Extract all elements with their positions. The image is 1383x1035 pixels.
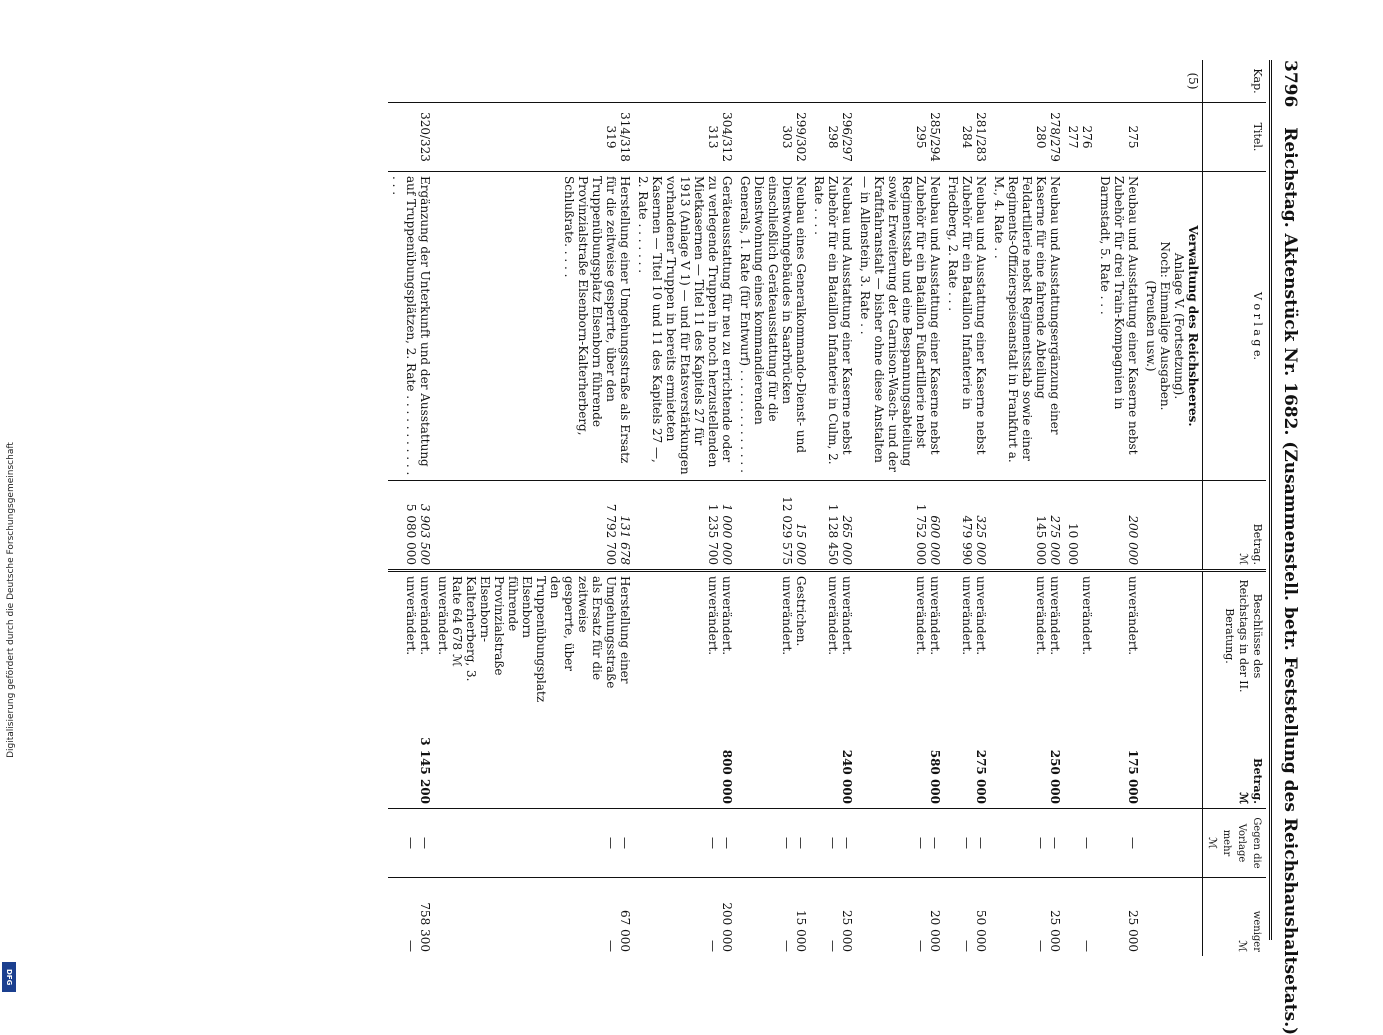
mehr-cell-line: —	[720, 837, 734, 849]
kap-cell	[1096, 60, 1142, 103]
titel-cell	[736, 103, 810, 172]
mehr-cell-line: —	[794, 837, 808, 849]
betrag-value: 7 792 700	[604, 503, 618, 565]
titel-cell-line: 296/297	[840, 112, 854, 162]
titel-cell	[990, 103, 1064, 172]
beschluss-cell-line: unverändert.	[1080, 576, 1094, 656]
col-beschl-betrag-header	[1203, 700, 1267, 809]
vorlage-cell	[434, 172, 634, 481]
betrag-cell	[810, 481, 856, 571]
mehr-cell-line: —	[1126, 837, 1140, 849]
col-mehr-label: mehr	[1221, 829, 1232, 857]
table-row	[1096, 60, 1142, 956]
col-weniger-header	[1203, 878, 1267, 957]
betrag-value: 1 235 700	[706, 503, 720, 565]
mehr-cell-line: —	[706, 837, 720, 849]
vorlage-cell-line: Neubau und Ausstattung einer Kaserne nebst Zubehör für ein Bataillon Fußartillerie nebst Regimentsstab und eine Bespannungsabteilung sowie Erweiterung der Garnison-Wasch- und der Kraftfahranstalt — bisher ohne diese Anstalten — in Allenstein, 3. Rate . .	[858, 176, 942, 473]
col-vorlage-header: V o r l a g e.	[1203, 172, 1267, 481]
table-body	[388, 60, 1203, 956]
beschluss-cell	[856, 571, 944, 701]
kap-cell	[810, 60, 856, 103]
titel-cell-line: 303	[780, 125, 794, 149]
betrag-cell	[388, 481, 434, 571]
titel-cell-line: 285/294	[928, 112, 942, 162]
mehr-cell	[434, 809, 634, 878]
beschluss-cell-line: unverändert.	[1126, 576, 1140, 656]
titel-cell-line: 275	[1126, 125, 1140, 149]
beschluss-cell-line: unverändert.	[928, 576, 942, 656]
betrag-value: 275 000	[1048, 515, 1062, 565]
col-beschl-betrag-label: Betrag.	[1251, 758, 1264, 804]
mehr-cell-line: —	[1080, 837, 1094, 849]
titel-cell-line: 276	[1080, 125, 1094, 149]
table-row	[1064, 60, 1096, 956]
beschluss-cell-line: Gestrichen.	[794, 576, 808, 647]
beschluss-cell	[810, 571, 856, 701]
beschluss-betrag-cell-line: 240 000	[840, 749, 854, 804]
kap-cell	[1064, 60, 1096, 103]
header-rule	[1269, 60, 1272, 940]
table-row	[990, 60, 1064, 956]
mehr-cell	[1064, 809, 1096, 878]
table-row	[810, 60, 856, 956]
weniger-cell	[634, 878, 736, 957]
beschluss-cell-line: unverändert.	[1048, 576, 1062, 656]
mehr-cell-line: —	[780, 837, 794, 849]
beschluss-cell-line: unverändert.	[436, 576, 450, 656]
beschluss-betrag-cell-line: 250 000	[1048, 749, 1062, 804]
titel-cell	[388, 103, 434, 172]
weniger-cell-line: 67 000	[618, 910, 632, 952]
col-beschluesse-header: Beschlüsse des Reichstags in der II. Beratung.	[1203, 571, 1267, 701]
weniger-cell-line: 25 000	[1048, 910, 1062, 952]
titel-cell	[810, 103, 856, 172]
weniger-cell-line: —	[404, 940, 418, 952]
col-mehr-header	[1203, 809, 1267, 878]
col-betrag-unit: ℳ	[1237, 553, 1250, 565]
col-titel-header: Titel.	[1203, 103, 1267, 172]
mehr-cell-line: —	[618, 837, 632, 849]
beschluss-cell	[1064, 571, 1096, 701]
beschluss-cell-line: unverändert.	[720, 576, 734, 656]
mehr-cell-line: —	[1034, 837, 1048, 849]
titel-cell	[1064, 103, 1096, 172]
empty-cell	[1142, 809, 1203, 878]
table-row	[634, 60, 736, 956]
betrag-value: 131 678	[618, 515, 632, 565]
weniger-cell	[856, 878, 944, 957]
beschluss-betrag-cell	[990, 700, 1064, 809]
titel-cell-line: 281/283	[974, 112, 988, 162]
kap-cell	[736, 60, 810, 103]
weniger-cell-line: —	[1080, 940, 1094, 952]
empty-cell	[1142, 103, 1203, 172]
betrag-value: 1 128 450	[826, 503, 840, 565]
titel-cell-line: 314/318	[618, 112, 632, 162]
betrag-value: 3 903 500	[418, 503, 432, 565]
beschluss-betrag-cell	[634, 700, 736, 809]
weniger-cell-line: —	[826, 940, 840, 952]
betrag-value	[1112, 485, 1126, 565]
vorlage-cell-line: Ergänzung der Unterkunft und der Ausstattung auf Truppenübungsplätzen, 2. Rate . . . . . . . . . . . . . .	[390, 176, 432, 476]
beschluss-cell-line: unverändert.	[404, 576, 418, 656]
beschluss-cell	[990, 571, 1064, 701]
kap-cell	[856, 60, 944, 103]
kap-cell	[434, 60, 634, 103]
mehr-cell-line: —	[418, 837, 432, 849]
mehr-cell-line: —	[914, 837, 928, 849]
weniger-cell-line: 25 000	[1126, 910, 1140, 952]
weniger-cell	[1064, 878, 1096, 957]
betrag-value: 200 000	[1126, 515, 1140, 565]
vorlage-cell	[388, 172, 434, 481]
col-weniger-label: weniger	[1251, 910, 1262, 952]
weniger-cell-line: 15 000	[794, 910, 808, 952]
betrag-value: 12 029 575	[780, 496, 794, 565]
table-row	[388, 60, 434, 956]
mehr-cell-line: —	[826, 837, 840, 849]
empty-cell	[1142, 878, 1203, 957]
beschluss-cell-line: unverändert.	[914, 576, 928, 656]
betrag-cell	[634, 481, 736, 571]
mehr-cell	[856, 809, 944, 878]
page-header	[1276, 60, 1300, 1035]
titel-cell	[634, 103, 736, 172]
section-row	[1142, 60, 1203, 956]
mehr-cell-line: —	[1048, 837, 1062, 849]
beschluss-cell-line: unverändert.	[1034, 576, 1048, 656]
weniger-cell-line: —	[1034, 940, 1048, 952]
beschluss-betrag-cell	[1064, 700, 1096, 809]
dfg-logo: DFG	[2, 962, 16, 992]
titel-cell-line: 295	[914, 125, 928, 149]
weniger-cell-line: 200 000	[720, 902, 734, 952]
betrag-value: 325 000	[974, 515, 988, 565]
beschluss-betrag-cell-line: 3 145 200	[418, 737, 432, 804]
titel-cell-line: 304/312	[720, 112, 734, 162]
betrag-cell	[1096, 481, 1142, 571]
kap-cell	[990, 60, 1064, 103]
beschluss-betrag-cell	[434, 700, 634, 809]
digitization-note-text: Digitalisierung gefördert durch die Deutsche Forschungsgemeinschaft	[6, 442, 16, 758]
weniger-cell	[736, 878, 810, 957]
beschluss-betrag-cell	[1096, 700, 1142, 809]
beschluss-cell	[434, 571, 634, 701]
section-sub2: Noch: Einmalige Ausgaben.	[1158, 241, 1172, 411]
mehr-cell-line: —	[404, 837, 418, 849]
beschluss-cell	[388, 571, 434, 701]
titel-cell	[434, 103, 634, 172]
weniger-cell	[388, 878, 434, 957]
beschluss-cell	[1096, 571, 1142, 701]
betrag-value: 10 000	[1066, 523, 1080, 565]
betrag-value: 15 000	[794, 523, 808, 565]
weniger-cell-line: 758 300	[418, 902, 432, 952]
titel-cell-line: 299/302	[794, 112, 808, 162]
empty-cell	[1142, 481, 1203, 571]
beschluss-betrag-cell-line: 175 000	[1126, 749, 1140, 804]
table-row	[434, 60, 634, 956]
weniger-cell	[810, 878, 856, 957]
section-sub3: (Preußen usw.)	[1144, 280, 1158, 372]
weniger-cell-line: —	[604, 940, 618, 952]
beschluss-cell-line: unverändert.	[780, 576, 794, 656]
kap-number: (5)	[1142, 60, 1203, 103]
vorlage-cell	[1096, 172, 1142, 481]
mehr-cell	[1096, 809, 1142, 878]
mehr-cell-line: —	[928, 837, 942, 849]
betrag-cell	[736, 481, 810, 571]
beschluss-cell-line: unverändert.	[960, 576, 974, 656]
betrag-value: 145 000	[1034, 515, 1048, 565]
vorlage-cell-line: Neubau und Ausstattungsergänzung einer Kaserne für eine fahrende Abteilung Feldartillerie nebst Regimentsstab sowie einer Regiments-Offizierspeiseanstalt in Frankfurt a. M., 4. Rate . .	[992, 176, 1062, 463]
kap-cell	[634, 60, 736, 103]
vorlage-cell	[856, 172, 944, 481]
betrag-value: 5 080 000	[404, 503, 418, 565]
betrag-value: 1 752 000	[914, 503, 928, 565]
titel-cell	[944, 103, 990, 172]
mehr-cell	[634, 809, 736, 878]
mehr-cell	[944, 809, 990, 878]
vorlage-cell-line: Neubau und Ausstattung einer Kaserne nebst Zubehör für drei Train-Kompagnien in Darmstadt, 5. Rate . . .	[1098, 176, 1140, 455]
betrag-cell	[1064, 481, 1096, 571]
col-beschl-betrag-unit: ℳ	[1237, 792, 1250, 804]
weniger-cell-line: —	[780, 940, 794, 952]
beschluss-cell-line: unverändert.	[418, 576, 432, 656]
betrag-value: 265 000	[840, 515, 854, 565]
beschluss-betrag-cell-line: 800 000	[720, 749, 734, 804]
betrag-value: 479 990	[960, 515, 974, 565]
col-kap-header: Kap.	[1203, 60, 1267, 103]
beschluss-betrag-cell-line: 275 000	[974, 749, 988, 804]
titel-cell-line: 284	[960, 125, 974, 149]
vorlage-cell	[810, 172, 856, 481]
empty-cell	[1142, 571, 1203, 701]
col-betrag-label: Betrag.	[1251, 523, 1264, 565]
table-row	[944, 60, 990, 956]
beschluss-cell-line: unverändert.	[974, 576, 988, 656]
beschluss-cell	[736, 571, 810, 701]
titel-cell-line: 313	[706, 125, 720, 149]
vorlage-cell	[1064, 172, 1096, 481]
vorlage-cell-line: Geräteausstattung für neu zu errichtende oder zu verlegende Truppen in noch herzustellenden Mietkasernen — Titel 11 des Kapitels 27 für 1913 (Anlage V 1) — und für Etatsverstärkungen vorhandener Truppen in bereits ermieteten Kasernen — Titel 10 und 11 des Kapitels 27 —, 2. Rate . . . . . . .	[636, 176, 734, 475]
weniger-cell-line: —	[914, 940, 928, 952]
mehr-cell	[736, 809, 810, 878]
betrag-value: 600 000	[928, 515, 942, 565]
titel-cell-line: 298	[826, 125, 840, 149]
beschluss-cell-line: Herstellung einer Umgehungsstraße als Ersatz für die zeitweise gesperrte, über den Truppenübungsplatz Elsenborn führende Provinzialstraße Elsenborn-Kalterherberg, 3. Rate 64 678 ℳ	[450, 576, 632, 703]
titel-cell-line: 278/279	[1048, 112, 1062, 162]
rotated-page	[70, 60, 1300, 1035]
vorlage-cell-line: Herstellung einer Umgehungsstraße als Ersatz für die zeitweise gesperrte, über den Truppenübungsplatz Elsenborn führende Provinzialstraße Elsenborn-Kalterherberg, Schlußrate. . . . .	[562, 176, 632, 464]
betrag-cell	[856, 481, 944, 571]
titel-cell-line: 277	[1066, 125, 1080, 149]
col-betrag-header	[1203, 481, 1267, 571]
mehr-cell-line: —	[840, 837, 854, 849]
vorlage-cell	[736, 172, 810, 481]
table-header-row	[1203, 60, 1267, 956]
table-row	[736, 60, 810, 956]
titel-cell-line: 320/323	[418, 112, 432, 162]
beschluss-betrag-cell-line: 580 000	[928, 749, 942, 804]
section-heading	[1142, 172, 1203, 481]
beschluss-betrag-cell	[736, 700, 810, 809]
mehr-cell-line: —	[604, 837, 618, 849]
section-sub1: Anlage V. (Fortsetzung).	[1172, 252, 1186, 400]
kap-cell	[388, 60, 434, 103]
weniger-cell	[990, 878, 1064, 957]
mehr-cell	[810, 809, 856, 878]
vorlage-cell-line: Neubau und Ausstattung einer Kaserne nebst Zubehör für ein Bataillon Infanterie in Culm, 2. Rate . . . .	[812, 176, 854, 465]
betrag-value	[1080, 485, 1094, 565]
betrag-value: 1 000 000	[720, 503, 734, 565]
beschluss-cell-line: unverändert.	[706, 576, 720, 656]
mehr-cell	[990, 809, 1064, 878]
weniger-cell	[944, 878, 990, 957]
betrag-cell	[434, 481, 634, 571]
col-weniger-unit: ℳ	[1236, 940, 1249, 952]
vorlage-cell	[990, 172, 1064, 481]
kap-cell	[944, 60, 990, 103]
vorlage-cell	[634, 172, 736, 481]
section-title: Verwaltung des Reichsheeres.	[1186, 225, 1200, 427]
titel-cell	[856, 103, 944, 172]
empty-cell	[1142, 700, 1203, 809]
mehr-cell-line: —	[960, 837, 974, 849]
beschluss-cell-line: unverändert.	[840, 576, 854, 656]
beschluss-betrag-cell	[810, 700, 856, 809]
beschluss-cell	[634, 571, 736, 701]
titel-cell-line: 319	[604, 125, 618, 149]
col-mehr-unit: ℳ	[1206, 837, 1219, 849]
col-gegen-label: Gegen die Vorlage	[1236, 817, 1262, 869]
weniger-cell-line: 25 000	[840, 910, 854, 952]
mehr-cell-line: —	[974, 837, 988, 849]
budget-table	[388, 60, 1266, 956]
weniger-cell-line: 50 000	[974, 910, 988, 952]
betrag-cell	[944, 481, 990, 571]
weniger-cell-line: —	[706, 940, 720, 952]
vorlage-cell-line: Neubau eines Generalkommando-Dienst- und Dienstwohngebäudes in Saarbrücken einschließlich Geräteausstattung für die Dienstwohnung eines kommandierenden Generals, 1. Rate (für Entwurf) . . . . . . . . . . . . . .	[738, 176, 808, 473]
beschluss-betrag-cell	[944, 700, 990, 809]
betrag-cell	[990, 481, 1064, 571]
beschluss-betrag-cell	[388, 700, 434, 809]
vorlage-cell	[944, 172, 990, 481]
mehr-cell	[388, 809, 434, 878]
weniger-cell-line: —	[960, 940, 974, 952]
page-title: Reichstag. Aktenstück Nr. 1682. (Zusammenstell. betr. Feststellung des Reichshaushaltsetats.)	[1280, 127, 1300, 1035]
vorlage-cell-line: Neubau und Ausstattung einer Kaserne nebst Zubehör für ein Bataillon Infanterie in Friedberg, 2. Rate . . .	[946, 176, 988, 455]
weniger-cell	[434, 878, 634, 957]
page-number: 3796	[1280, 60, 1300, 108]
beschluss-betrag-cell	[856, 700, 944, 809]
beschluss-cell-line: unverändert.	[826, 576, 840, 656]
table-row	[856, 60, 944, 956]
weniger-cell-line: 20 000	[928, 910, 942, 952]
beschluss-cell	[944, 571, 990, 701]
weniger-cell	[1096, 878, 1142, 957]
titel-cell	[1096, 103, 1142, 172]
digitization-note	[0, 0, 22, 1000]
titel-cell-line: 280	[1034, 125, 1048, 149]
